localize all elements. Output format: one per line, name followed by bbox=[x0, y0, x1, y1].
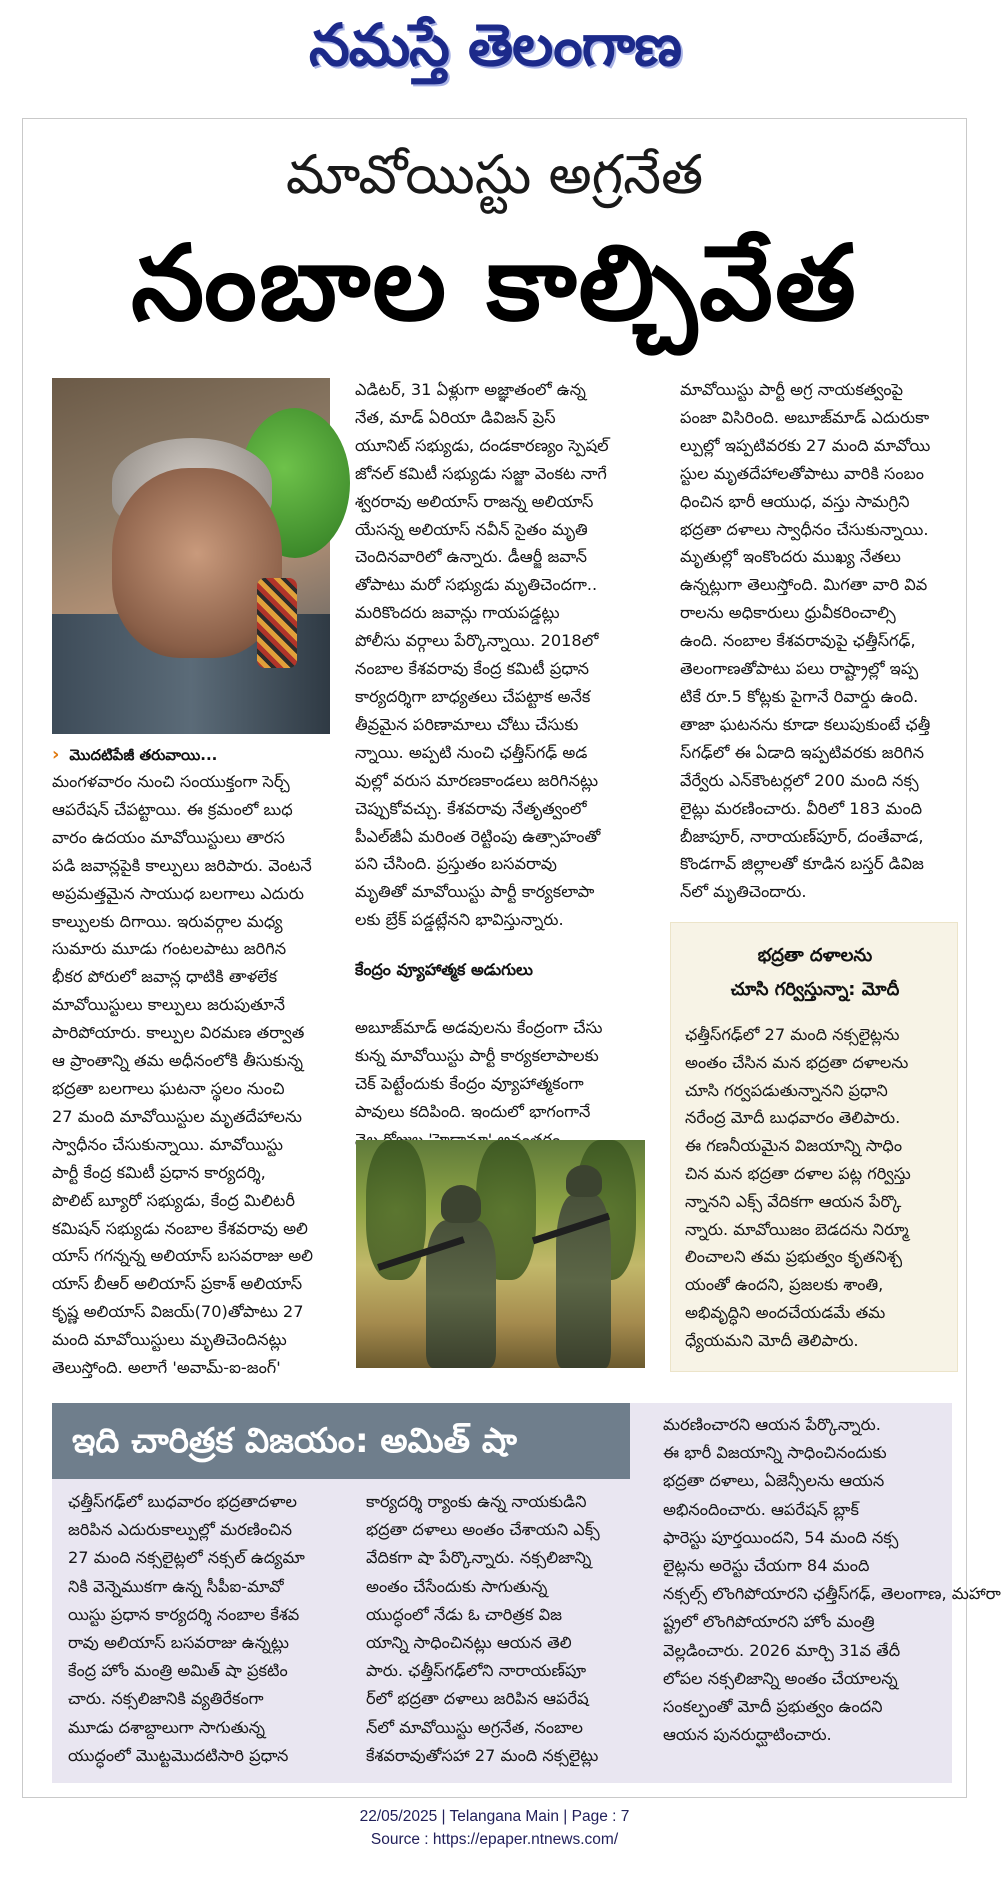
text-line: న్నారు. మావోయిజం బెడదను నిర్మూ bbox=[685, 1219, 909, 1239]
text-line: ఫారెస్టు పూర్తయిందని, 54 మంది నక్స bbox=[663, 1527, 899, 1547]
text-line: కార్యదర్శి ర్యాంకు ఉన్న నాయకుడిని bbox=[366, 1492, 587, 1511]
text-line: లించాలని తమ ప్రభుత్వం కృతనిశ్చ bbox=[685, 1247, 903, 1267]
text-line: మావోయిస్టులు కాల్పులు జరుపుతూనే bbox=[52, 995, 285, 1015]
photo-caption bbox=[52, 742, 330, 768]
box-heading-line-2: చూసి గర్విస్తున్నా: మోదీ bbox=[730, 979, 900, 1000]
text-line: మృతితో మావోయిస్టు పార్టీ కార్యకలాపా bbox=[355, 882, 595, 902]
box-body bbox=[685, 1021, 947, 1355]
box-heading-line-1: భద్రతా దళాలను bbox=[757, 945, 873, 966]
text-line: పీఎల్‌జీఏ మరింత రెట్టింపు ఉత్సాహంతో bbox=[355, 826, 601, 846]
text-line: కాల్పులకు దిగాయి. ఇరువర్గాల మధ్య bbox=[52, 911, 283, 931]
article-kicker: మావోయిస్టు అగ్రనేత bbox=[285, 143, 704, 206]
text-line: పని చేసింది. ప్రస్తుతం బసవరావు bbox=[355, 854, 557, 874]
newspaper-logo: నమస్తే తెలంగాణ bbox=[309, 11, 681, 79]
text-line: యిస్టు ప్రధాన కార్యదర్శి నంబాల కేశవ bbox=[68, 1604, 300, 1624]
text-line: కమిషన్ సభ్యుడు నంబాల కేశవరావు అలి bbox=[52, 1218, 308, 1238]
text-line: పొలిట్ బ్యూరో సభ్యుడు, కేంద్ర మిలిటరీ bbox=[52, 1190, 296, 1210]
text-line: ఈ భారీ విజయాన్ని సాధించినందుకు bbox=[663, 1443, 887, 1463]
text-line: భద్రతా దళాలు స్వాధీనం చేసుకున్నాయి. bbox=[680, 519, 929, 539]
text-line: కేశవరావుతోసహా 27 మంది నక్సలైట్లు bbox=[366, 1745, 599, 1765]
text-line: యూనిట్ సభ్యుడు, దండకారణ్యం స్పెషల్ bbox=[355, 435, 609, 455]
text-line: జోనల్ కమిటీ సభ్యుడు సజ్జా వెంకట నాగే bbox=[355, 463, 607, 483]
caption-text: మొదటిపేజీ తరువాయి... bbox=[69, 746, 218, 764]
text-line: న్నానని ఎక్స్ వేదికగా ఆయన పేర్కొ bbox=[685, 1191, 902, 1211]
text-line: కృష్ణ అలియాస్ విజయ్(70)తోపాటు 27 bbox=[52, 1302, 304, 1322]
text-line: యుద్ధంలో మొట్టమొదటిసారి ప్రధాన bbox=[68, 1745, 289, 1765]
text-line: యుద్ధంలో నేడు ఓ చారిత్రక విజ bbox=[366, 1604, 562, 1624]
text-line: యాన్ని సాధించినట్లు ఆయన తెలి bbox=[366, 1633, 572, 1653]
article-column-3 bbox=[680, 376, 963, 906]
text-line: చెక్ పెట్టేందుకు కేంద్రం వ్యూహాత్మకంగా bbox=[355, 1073, 584, 1093]
text-line: చూసి గర్వపడుతున్నానని ప్రధాని bbox=[685, 1080, 888, 1100]
text-line: శ్వరరావు అలియాస్ రాజన్న అలియాస్ bbox=[355, 491, 594, 511]
text-line: న్‌లో మావోయిస్టు అగ్రనేత, నంబాల bbox=[366, 1717, 583, 1737]
text-line: సంకల్పంతో మోదీ ప్రభుత్వం ఉందని bbox=[663, 1697, 883, 1717]
text-line: పావులు కదిపింది. ఇందులో భాగంగానే bbox=[355, 1101, 591, 1121]
text-line: పారిపోయారు. కాల్పుల విరమణ తర్వాత bbox=[52, 1023, 305, 1043]
text-line: మృతుల్లో ఇంకొందరు ముఖ్య నేతలు bbox=[680, 547, 901, 567]
text-line: తీవ్రమైన పరిణామాలు చోటు చేసుకు bbox=[355, 714, 579, 734]
text-line: ఎడిటర్, 31 ఏళ్లుగా అజ్ఞాతంలో ఉన్న bbox=[355, 380, 586, 399]
text-line: ఈ గణనీయమైన విజయాన్ని సాధిం bbox=[685, 1136, 903, 1156]
text-line: స్‌గఢ్‌లో ఈ ఏడాది ఇప్పటివరకు జరిగిన bbox=[680, 742, 924, 762]
text-line: అప్రమత్తమైన సాయుధ బలగాలు ఎదురు bbox=[52, 883, 304, 903]
text-line: పంజా విసిరింది. అబూజ్‌మాడ్ ఎదురుకా bbox=[680, 407, 930, 427]
text-line: యాస్ గగన్నన్న అలియాస్ బసవరాజు అలి bbox=[52, 1246, 314, 1266]
text-line: కార్యదర్శిగా బాధ్యతలు చేపట్టాక అనేక bbox=[355, 686, 591, 706]
masthead bbox=[0, 0, 989, 110]
text-line: వేర్వేరు ఎన్‌కౌంటర్లలో 200 మంది నక్స bbox=[680, 770, 919, 790]
text-line: కొండగావ్ జిల్లాలతో కూడిన బస్తర్ డివిజ bbox=[680, 854, 924, 874]
text-line: వెల్లడించారు. 2026 మార్చి 31వ తేదీ bbox=[663, 1640, 901, 1660]
text-line: లోపల నక్సలిజాన్ని అంతం చేయాలన్న bbox=[663, 1668, 898, 1688]
text-line: ష్ట్రలో లొంగిపోయారని హోం మంత్రి bbox=[663, 1612, 875, 1632]
text-line: ఆపరేషన్ చేపట్టాయి. ఈ క్రమంలో బుధ bbox=[52, 799, 293, 819]
text-line: పార్టీ కేంద్ర కమిటీ ప్రధాన కార్యదర్శి, bbox=[52, 1162, 266, 1182]
text-line: లైట్లు మరణించారు. వీరిలో 183 మంది bbox=[680, 798, 923, 818]
text-line: ఉంది. నంబాల కేశవరావుపై ఛత్తీస్‌గఢ్, bbox=[680, 631, 916, 651]
text-line: రాలను అధికారులు ధ్రువీకరించాల్సి bbox=[680, 603, 896, 623]
article-headline: నంబాల కాల్చివేత bbox=[131, 222, 858, 344]
text-line: ఆ ప్రాంతాన్ని తమ అధీనంలోకి తీసుకున్న bbox=[52, 1051, 303, 1071]
footer-source: Source : https://epaper.ntnews.com/ bbox=[370, 1831, 619, 1848]
text-line: మూడు దశాబ్దాలుగా సాగుతున్న bbox=[68, 1717, 265, 1737]
text-line: ఛత్తీస్‌గఢ్‌లో బుధవారం భద్రతాదళాల bbox=[68, 1492, 297, 1511]
text-line: పారు. ఛత్తీస్‌గఢ్‌లోని నారాయణ్‌పూ bbox=[366, 1661, 587, 1681]
text-line: ధించిన భారీ ఆయుధ, వస్తు సామగ్రిని bbox=[680, 491, 910, 511]
text-line: భీకర పోరులో జవాన్ల ధాటికి తాళలేక bbox=[52, 967, 278, 987]
text-line: స్వాధీనం చేసుకున్నాయి. మావోయిస్టు bbox=[52, 1134, 283, 1154]
text-line: వారం ఉదయం మావోయిస్టులు తారస bbox=[52, 827, 285, 847]
text-line: కేంద్ర హోం మంత్రి అమిత్ షా ప్రకటిం bbox=[68, 1661, 288, 1681]
text-line: అభివృద్ధిని అందచేయడమే తమ bbox=[685, 1302, 886, 1322]
text-line: స్టుల మృతదేహాలతోపాటు వారికి సంబం bbox=[680, 463, 924, 483]
text-line: 27 మంది మావోయిస్టుల మృతదేహాలను bbox=[52, 1106, 302, 1126]
text-line: మరికొందరు జవాన్లు గాయపడ్డట్లు bbox=[355, 603, 560, 623]
text-line: 27 మంది నక్సలైట్లలో నక్సల్ ఉద్యమా bbox=[68, 1548, 305, 1568]
text-line: నేత, మాడ్ ఏరియా డివిజన్ ప్రెస్ bbox=[355, 407, 556, 427]
text-line: చెందినవారిలో ఉన్నారు. డీఆర్జీ జవాన్ bbox=[355, 547, 588, 567]
text-line: తాజా ఘటనను కూడా కలుపుకుంటే ఛత్తీ bbox=[680, 714, 931, 734]
text-line: మావోయిస్టు పార్టీ అగ్ర నాయకత్వంపై bbox=[680, 380, 904, 399]
text-line: భద్రతా దళాలు అంతం చేశాయని ఎక్స్ bbox=[366, 1520, 600, 1540]
text-line: అంతం చేసిన మన భద్రతా దళాలను bbox=[685, 1052, 909, 1072]
article-column-2-top bbox=[355, 376, 645, 934]
text-line: తోపాటు మరో సభ్యుడు మృతిచెందగా.. bbox=[355, 575, 598, 595]
text-line: పోలీసు వర్గాలు పేర్కొన్నాయి. 2018లో bbox=[355, 631, 599, 651]
text-line: చిన మన భద్రతా దళాల పట్ల గర్విస్తు bbox=[685, 1163, 911, 1183]
text-line: ఆయన పునరుద్ఘాటించారు. bbox=[663, 1725, 832, 1745]
text-line: నక్సల్స్ లొంగిపోయారని ఛత్తీస్‌గఢ్, తెలంగాణ, మహారా bbox=[663, 1584, 1001, 1604]
soldiers-photo bbox=[356, 1140, 645, 1368]
helmet-shape bbox=[566, 1165, 602, 1197]
bottom-column-3 bbox=[663, 1411, 1001, 1749]
text-line: వేదికగా షా పేర్కొన్నారు. నక్సలిజాన్ని bbox=[366, 1548, 592, 1568]
bottom-story-title: ఇది చారిత్రక విజయం: అమిత్ షా bbox=[72, 1421, 517, 1461]
text-line: చారు. నక్సలిజానికి వ్యతిరేకంగా bbox=[68, 1689, 264, 1709]
box-heading bbox=[671, 939, 959, 1007]
text-line: నికి వెన్నెముకగా ఉన్న సీపీఐ-మావో bbox=[68, 1576, 284, 1596]
page-footer bbox=[0, 1805, 989, 1851]
article-column-1 bbox=[52, 768, 335, 1382]
text-line: నంబాల కేశవరావు కేంద్ర కమిటీ ప్రధాన bbox=[355, 659, 590, 679]
bottom-column-2 bbox=[366, 1488, 638, 1770]
text-line: నరేంద్ర మోదీ బుధవారం తెలిపారు. bbox=[685, 1108, 901, 1128]
text-line: న్‌లో మృతిచెందారు. bbox=[680, 882, 807, 902]
article-column-2-bottom bbox=[355, 1014, 645, 1154]
text-line: తెలుస్తోంది. అలాగే 'అవామ్-ఐ-జంగ్' bbox=[52, 1358, 281, 1378]
portrait-photo bbox=[52, 378, 330, 734]
helmet-shape bbox=[441, 1185, 481, 1223]
text-line: తెలంగాణతోపాటు పలు రాష్ట్రాల్లో ఇప్ప bbox=[680, 659, 919, 679]
text-line: ఛత్తీస్‌గఢ్‌లో 27 మంది నక్సలైట్లను bbox=[685, 1025, 900, 1044]
text-line: లకు బ్రేక్ పడ్డట్లేనని భావిస్తున్నారు. bbox=[355, 910, 564, 930]
text-line: వుల్లో వరుస మారణకాండలు జరిగినట్లు bbox=[355, 770, 599, 790]
text-line: భద్రతా దళాలు, ఏజెన్సీలను ఆయన bbox=[663, 1471, 885, 1491]
bottom-story-banner bbox=[52, 1403, 630, 1479]
footer-date-edition: 22/05/2025 | Telangana Main | Page : 7 bbox=[359, 1808, 630, 1825]
modi-quote-box bbox=[670, 922, 958, 1372]
text-line: భద్రతా బలగాలు ఘటనా స్థలం నుంచి bbox=[52, 1078, 285, 1098]
chevron-right-icon: › bbox=[52, 744, 60, 765]
text-line: ల్పుల్లో ఇప్పటివరకు 27 మంది మావోయి bbox=[680, 435, 931, 455]
text-line: అంతం చేసేందుకు సాగుతున్న bbox=[366, 1576, 548, 1596]
text-line: అబూజ్‌మాడ్ అడవులను కేంద్రంగా చేసు bbox=[355, 1018, 603, 1037]
text-line: యాస్ బీఆర్ అలియాస్ ప్రకాశ్ అలియాస్ bbox=[52, 1274, 303, 1294]
text-line: చెప్పుకోవచ్చు. కేశవరావు నేతృత్వంలో bbox=[355, 798, 587, 818]
text-line: జరిపిన ఎదురుకాల్పుల్లో మరణించిన bbox=[68, 1520, 293, 1540]
text-line: యేసన్న అలియాస్ నవీన్ సైతం మృతి bbox=[355, 519, 588, 539]
text-line: అభినందించారు. ఆపరేషన్ బ్లాక్ bbox=[663, 1499, 859, 1519]
text-line: యంతో ఉందని, ప్రజలకు శాంతి, bbox=[685, 1275, 884, 1295]
text-line: లైట్లను అరెస్టు చేయగా 84 మంది bbox=[663, 1556, 870, 1576]
text-line: మంగళవారం నుంచి సంయుక్తంగా సెర్చ్ bbox=[52, 772, 290, 791]
text-line: న్నాయి. అప్పటి నుంచి ఛత్తీస్‌గఢ్ అడ bbox=[355, 742, 588, 762]
text-line: ధ్యేయమని మోదీ తెలిపారు. bbox=[685, 1330, 859, 1350]
cloth-shape bbox=[257, 578, 297, 668]
text-line: మరణించారని ఆయన పేర్కొన్నారు. bbox=[663, 1415, 881, 1434]
text-line: బీజాపూర్, నారాయణ్‌పూర్, దంతేవాడ, bbox=[680, 826, 924, 846]
text-line: మంది మావోయిస్టులు మృతిచెందినట్లు bbox=[52, 1330, 287, 1350]
bottom-column-1 bbox=[68, 1488, 340, 1770]
text-line: సుమారు మూడు గంటలపాటు జరిగిన bbox=[52, 939, 287, 959]
text-line: ఉన్నట్లుగా తెలుస్తోంది. మిగతా వారి వివ bbox=[680, 575, 928, 595]
text-line: రావు అలియాస్ బసవరాజు ఉన్నట్లు bbox=[68, 1633, 289, 1653]
text-line: టికే రూ.5 కోట్లకు పైగానే రివార్డు ఉంది. bbox=[680, 686, 919, 706]
text-line: ర్‌లో భద్రతా దళాలు జరిపిన ఆపరేష bbox=[366, 1689, 589, 1709]
text-line: పడి జవాన్లపైకి కాల్పులు జరిపారు. వెంటనే bbox=[52, 855, 312, 875]
text-line: కున్న మావోయిస్టు పార్టీ కార్యకలాపాలకు bbox=[355, 1045, 599, 1065]
article-subhead: కేంద్రం వ్యూహాత్మక అడుగులు bbox=[355, 960, 533, 979]
